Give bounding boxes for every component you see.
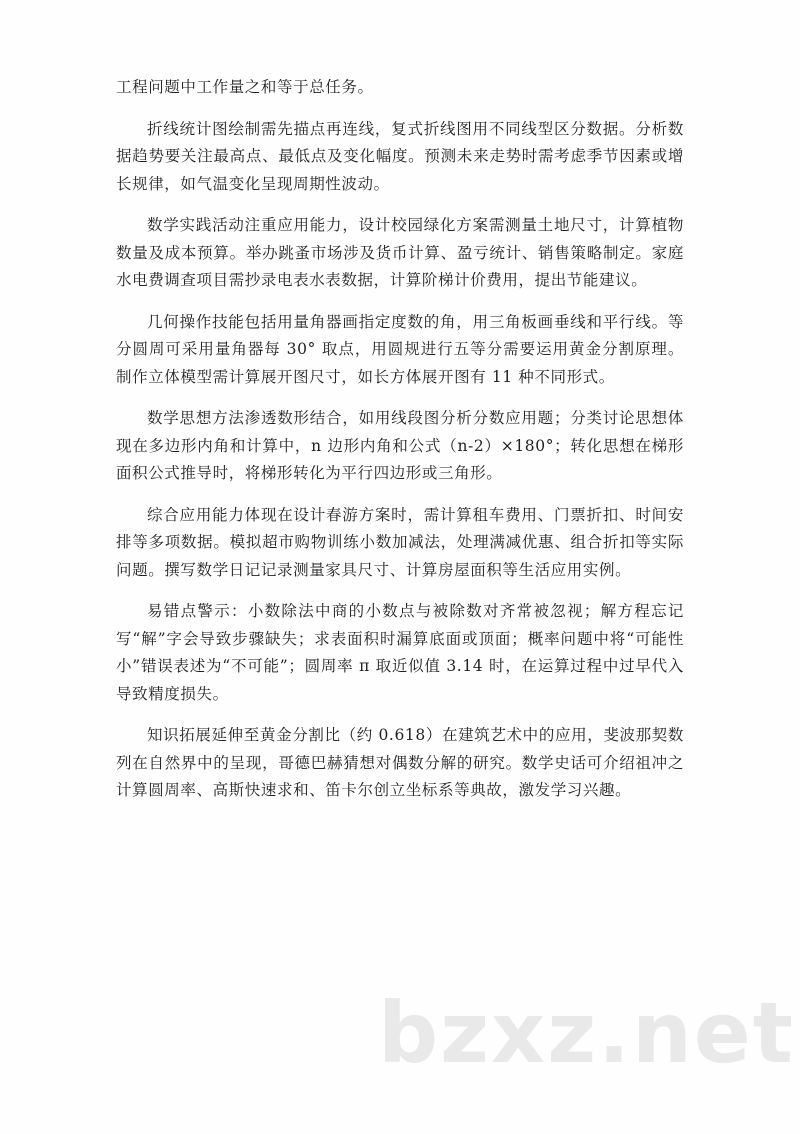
paragraph-geometry-skills: 几何操作技能包括用量角器画指定度数的角，用三角板画垂线和平行线。等分圆周可采用量角器每 30° 取点，用圆规进行五等分需要运用黄金分割原理。制作立体模型需计算展开图尺寸，如长方体展开图有 11 种不同形式。 <box>116 312 684 386</box>
paragraph-line-chart: 折线统计图绘制需先描点再连线，复式折线图用不同线型区分数据。分析数据趋势要关注最高点、最低点及变化幅度。预测未来走势时需考虑季节因素或增长规律，如气温变化呈现周期性波动。 <box>116 119 684 193</box>
paragraph-common-mistakes: 易错点警示：小数除法中商的小数点与被除数对齐常被忽视；解方程忘记写“解”字会导致步骤缺失；求表面积时漏算底面或顶面；概率问题中将“可能性小”错误表述为“不可能”；圆周率 π 取近似值 3.14 时，在运算过程中过早代入导致精度损失。 <box>116 602 684 703</box>
paragraph-practice-activities: 数学实践活动注重应用能力，设计校园绿化方案需测量土地尺寸，计算植物数量及成本预算。举办跳蚤市场涉及货币计算、盈亏统计、销售策略制定。家庭水电费调查项目需抄录电表水表数据，计算阶梯计价费用，提出节能建议。 <box>116 216 684 289</box>
watermark-text: bzxz.net <box>378 984 795 1082</box>
paragraph-continuation: 工程问题中工作量之和等于总任务。 <box>116 78 374 96</box>
paragraph-math-thinking: 数学思想方法渗透数形结合，如用线段图分析分数应用题；分类讨论思想体现在多边形内角和计算中，n 边形内角和公式（n-2）×180°；转化思想在梯形面积公式推导时，将梯形转化为平行四边形或三角形。 <box>116 409 684 482</box>
document-body <box>116 74 684 819</box>
paragraph-knowledge-extension: 知识拓展延伸至黄金分割比（约 0.618）在建筑艺术中的应用，斐波那契数列在自然界中的呈现，哥德巴赫猜想对偶数分解的研究。数学史话可介绍祖冲之计算圆周率、高斯快速求和、笛卡尔创立坐标系等典故，激发学习兴趣。 <box>116 726 684 799</box>
paragraph-applied-ability: 综合应用能力体现在设计春游方案时，需计算租车费用、门票折扣、时间安排等多项数据。模拟超市购物训练小数加减法，处理满减优惠、组合折扣等实际问题。撰写数学日记记录测量家具尺寸、计算房屋面积等生活应用实例。 <box>116 505 684 579</box>
